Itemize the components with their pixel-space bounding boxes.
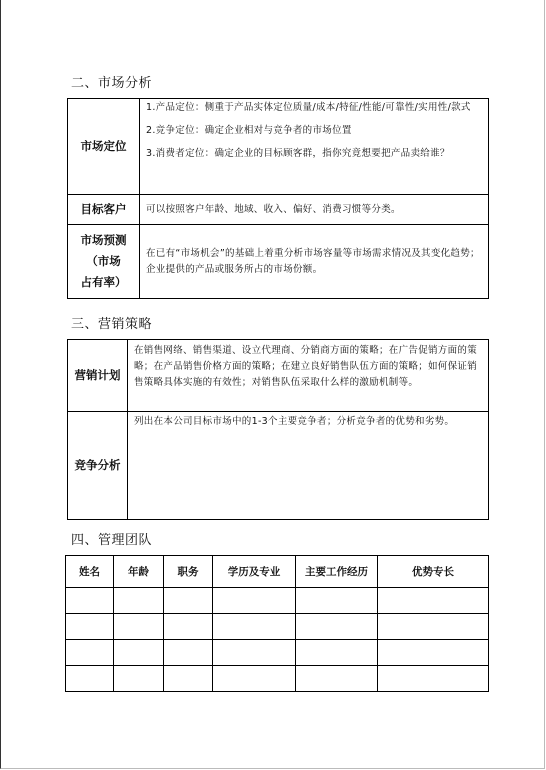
table-row [68, 340, 489, 412]
marketing-plan-content: 在销售网络、销售渠道、设立代理商、分销商方面的策略；在广告促销方面的策略；在产品销售价格方面的策略；在建立良好销售队伍方面的策略；如何保证销售策略具体实施的有效性；对销售队伍采取什么样的激励机制等。 [128, 340, 489, 412]
table-row [66, 588, 489, 614]
market-forecast-content: 在已有“市场机会”的基础上着重分析市场容量等市场需求情况及其变化趋势；企业提供的产品或服务所占的市场份额。 [140, 225, 489, 299]
marketing-plan-label: 营销计划 [68, 340, 128, 412]
header-strengths: 优势专长 [378, 556, 489, 588]
table-cell[interactable] [213, 588, 296, 614]
market-forecast-label-line: 占有率） [80, 275, 127, 289]
table-cell[interactable] [164, 588, 213, 614]
table-cell[interactable] [66, 614, 114, 640]
table-cell[interactable] [378, 614, 489, 640]
table-cell[interactable] [114, 666, 164, 692]
market-analysis-table [67, 98, 489, 299]
table-cell[interactable] [164, 666, 213, 692]
header-name: 姓名 [66, 556, 114, 588]
market-forecast-label-line: （市场 [86, 254, 121, 268]
header-education: 学历及专业 [213, 556, 296, 588]
section-title-market-analysis: 二、市场分析 [71, 76, 153, 91]
management-team-table [65, 555, 489, 692]
table-cell[interactable] [66, 666, 114, 692]
table-cell[interactable] [66, 640, 114, 666]
market-forecast-label-line: 市场预测 [80, 233, 127, 247]
competition-analysis-label: 竞争分析 [68, 412, 128, 520]
table-cell[interactable] [378, 640, 489, 666]
table-cell[interactable] [114, 614, 164, 640]
market-positioning-content [140, 99, 489, 195]
table-cell[interactable] [296, 614, 378, 640]
table-cell[interactable] [164, 614, 213, 640]
table-row [68, 99, 489, 195]
table-cell[interactable] [296, 640, 378, 666]
table-row [68, 225, 489, 299]
consumer-positioning-text: 3.消费者定位：确定企业的目标顾客群，指你究竟想要把产品卖给谁？ [146, 148, 450, 159]
target-customer-label: 目标客户 [68, 195, 140, 225]
table-row [66, 640, 489, 666]
table-cell[interactable] [213, 640, 296, 666]
header-age: 年龄 [114, 556, 164, 588]
table-row [66, 666, 489, 692]
header-experience: 主要工作经历 [296, 556, 378, 588]
product-positioning-text: 1.产品定位：侧重于产品实体定位质量/成本/特征/性能/可靠性/实用性/款式 [146, 102, 471, 113]
table-cell[interactable] [296, 588, 378, 614]
section-title-management-team: 四、管理团队 [71, 533, 153, 548]
section-title-marketing-strategy: 三、营销策略 [71, 317, 153, 332]
table-row [68, 412, 489, 520]
table-cell[interactable] [378, 666, 489, 692]
market-positioning-label: 市场定位 [68, 99, 140, 195]
table-cell[interactable] [114, 588, 164, 614]
table-cell[interactable] [378, 588, 489, 614]
table-cell[interactable] [114, 640, 164, 666]
market-forecast-label [68, 225, 140, 299]
header-position: 职务 [164, 556, 213, 588]
table-cell[interactable] [296, 666, 378, 692]
table-cell[interactable] [213, 666, 296, 692]
marketing-strategy-table [67, 339, 489, 520]
table-cell[interactable] [164, 640, 213, 666]
table-cell[interactable] [213, 614, 296, 640]
target-customer-content: 可以按照客户年龄、地域、收入、偏好、消费习惯等分类。 [140, 195, 489, 225]
table-cell[interactable] [66, 588, 114, 614]
table-header-row [66, 556, 489, 588]
table-row [68, 195, 489, 225]
competition-analysis-content: 列出在本公司目标市场中的1-3个主要竞争者；分析竞争者的优势和劣势。 [128, 412, 489, 520]
table-row [66, 614, 489, 640]
competitive-positioning-text: 2.竞争定位：确定企业相对与竞争者的市场位置 [146, 125, 352, 136]
